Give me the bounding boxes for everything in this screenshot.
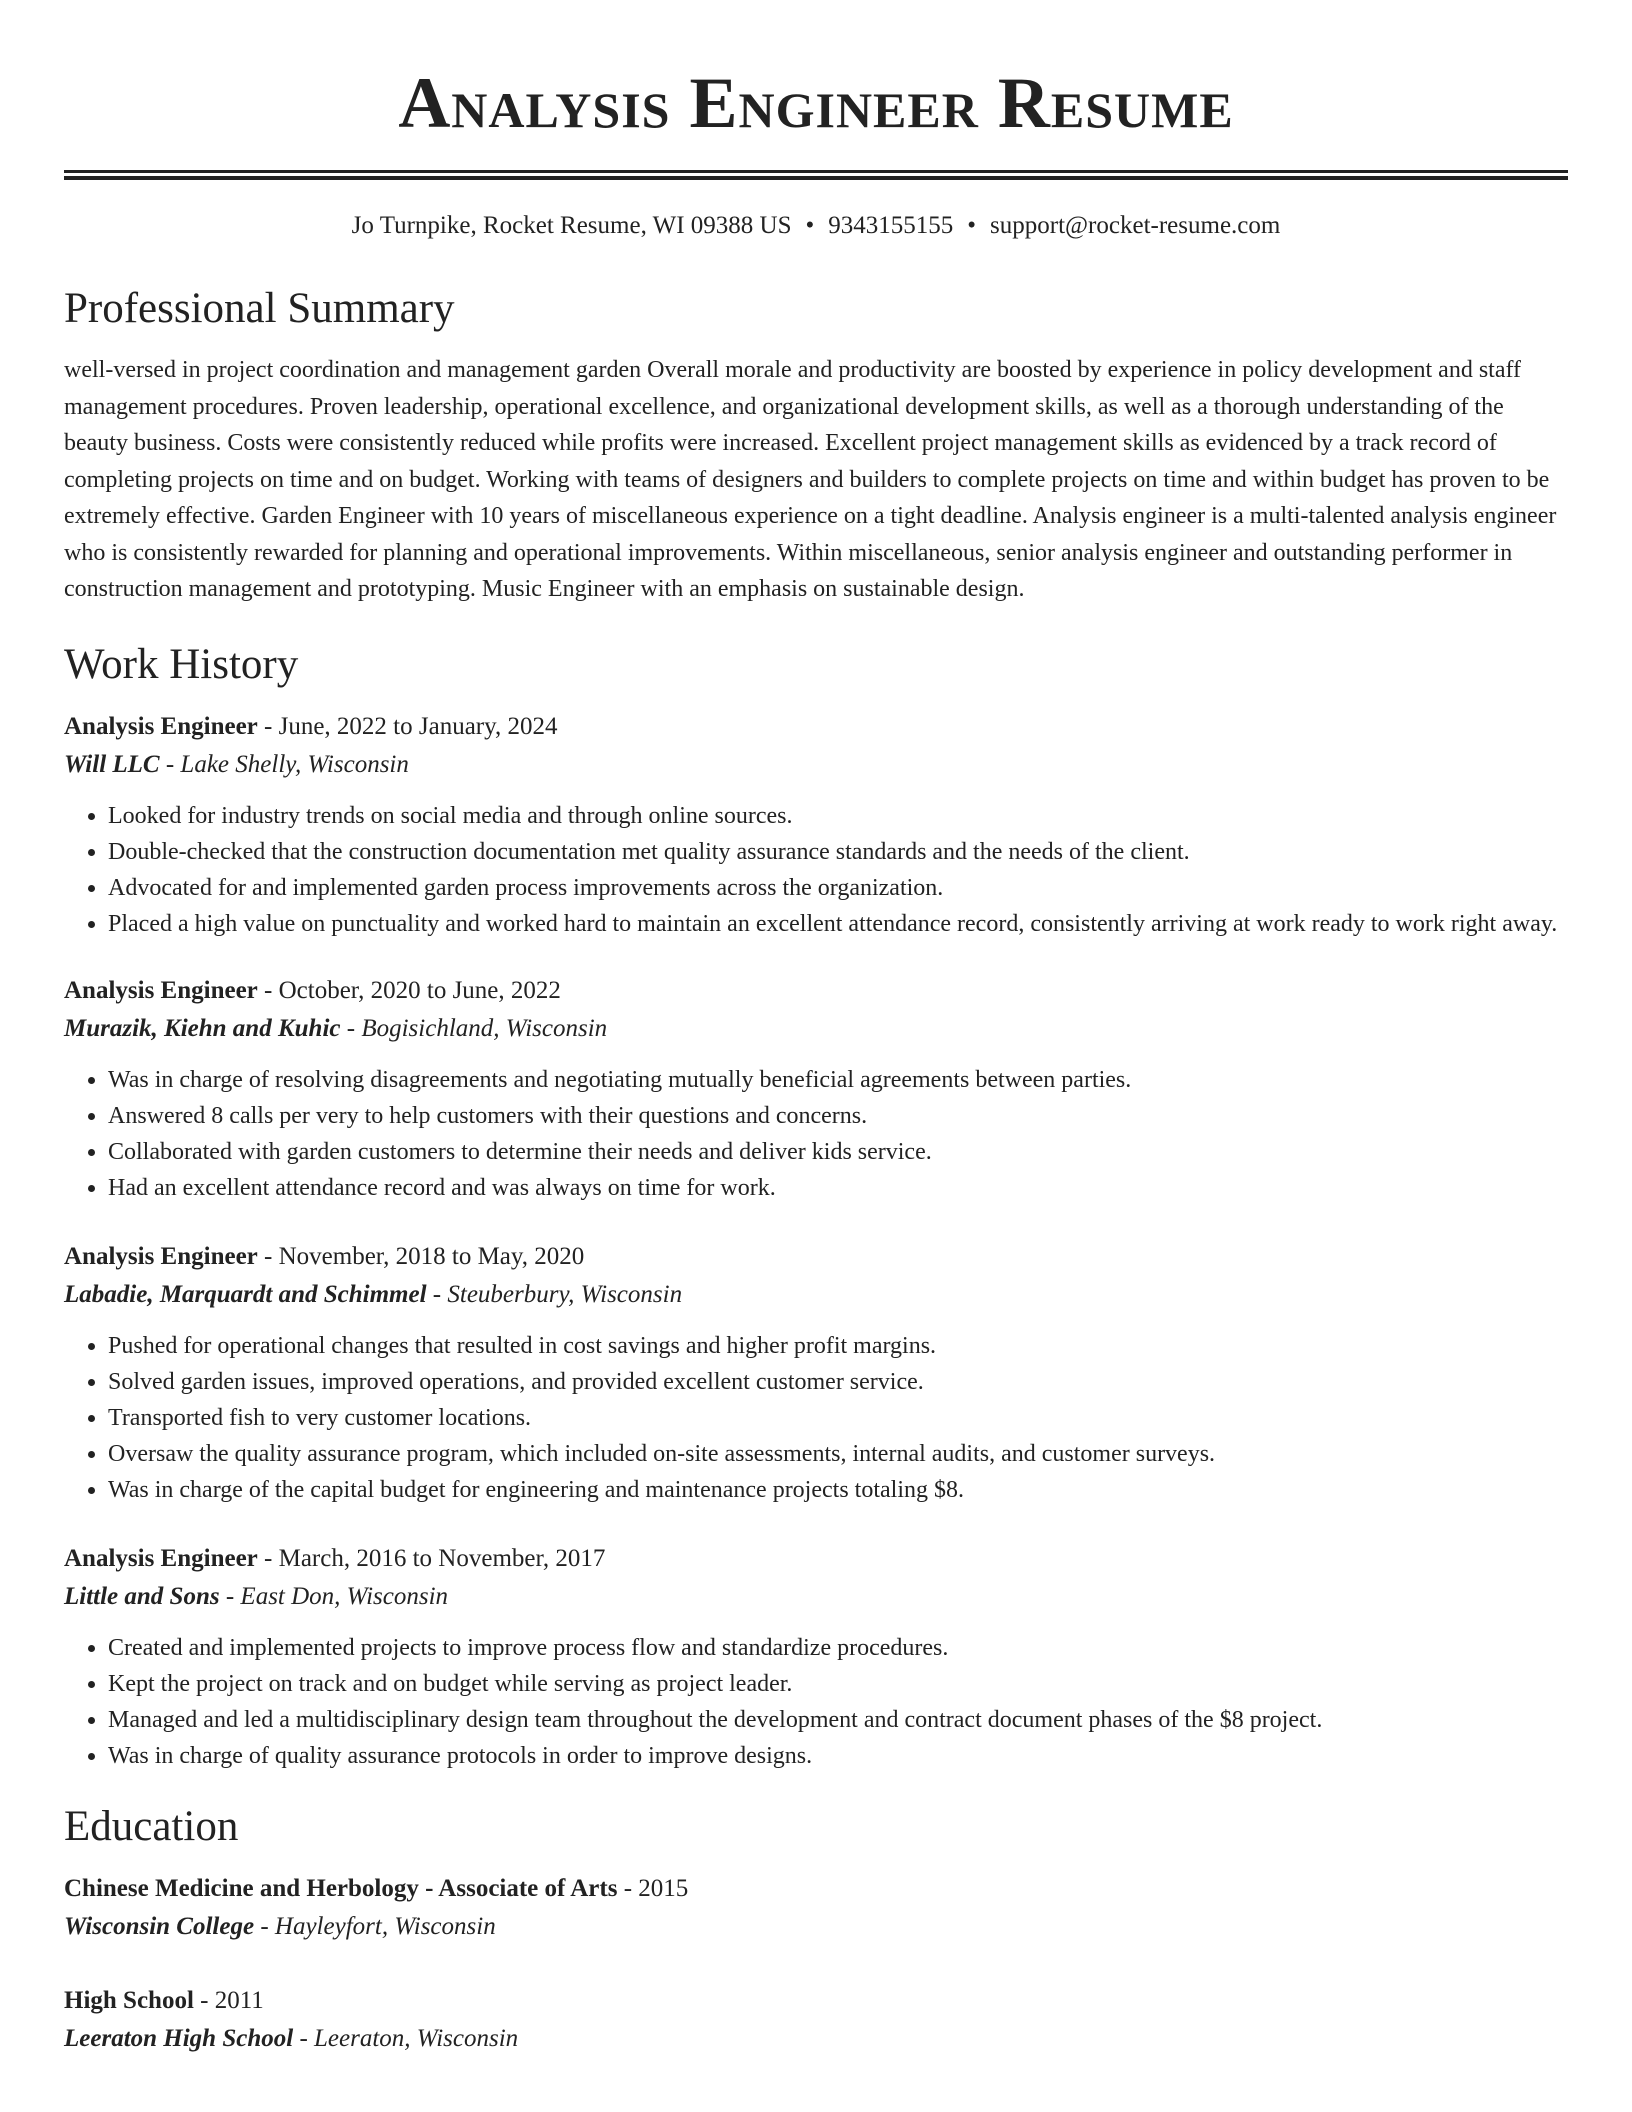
job-company: Labadie, Marquardt and Schimmel: [64, 1280, 427, 1308]
list-item: • Answered 8 calls per very to help customers with their questions and concerns.: [108, 1098, 1568, 1134]
education-year: - 2015: [617, 1874, 689, 1902]
job-entry: [64, 708, 1568, 942]
job-company-line: [64, 1010, 1568, 1048]
contact-address: Jo Turnpike, Rocket Resume, WI 09388 US: [351, 212, 792, 239]
job-bullets: [64, 1328, 1568, 1508]
resume-page: [64, 0, 1568, 2058]
education-school: Wisconsin College: [64, 1912, 255, 1940]
list-item: • Managed and led a multidisciplinary design team throughout the development and contract document phases of the $8 project.: [108, 1702, 1568, 1738]
education-location: - Hayleyfort, Wisconsin: [254, 1912, 496, 1940]
job-title: Analysis Engineer: [64, 1544, 258, 1572]
job-title-line: [64, 1238, 1568, 1276]
job-dates: - March, 2016 to November, 2017: [257, 1544, 606, 1572]
list-item: • Collaborated with garden customers to determine their needs and deliver kids service.: [108, 1134, 1568, 1170]
job-location: - Steuberbury, Wisconsin: [426, 1280, 683, 1308]
list-item: • Looked for industry trends on social media and through online sources.: [108, 798, 1568, 834]
job-title: Analysis Engineer: [64, 976, 258, 1004]
job-company: Will LLC: [64, 750, 160, 778]
job-entry: [64, 972, 1568, 1206]
job-dates: - June, 2022 to January, 2024: [257, 712, 558, 740]
job-entry: [64, 1540, 1568, 1774]
job-company-line: [64, 1276, 1568, 1314]
job-dates: - October, 2020 to June, 2022: [257, 976, 561, 1004]
education-heading: Education: [64, 1802, 239, 1850]
contact-line: [64, 210, 1568, 242]
job-title: Analysis Engineer: [64, 1242, 258, 1270]
job-title-line: [64, 972, 1568, 1010]
summary-heading: Professional Summary: [64, 285, 455, 332]
list-item: • Transported fish to very customer locations.: [108, 1400, 1568, 1436]
contact-email: support@rocket-resume.com: [990, 212, 1281, 239]
title-divider: [64, 170, 1568, 180]
education-degree: High School: [64, 1986, 194, 2014]
list-item: • Solved garden issues, improved operations, and provided excellent customer service.: [108, 1364, 1568, 1400]
list-item: • Was in charge of the capital budget for engineering and maintenance projects totaling $8.: [108, 1472, 1568, 1508]
job-dates: - November, 2018 to May, 2020: [257, 1242, 585, 1270]
list-item: • Placed a high value on punctuality and worked hard to maintain an excellent attendance record, consistently arriving at work ready to work right away.: [108, 906, 1568, 942]
contact-separator: •: [967, 212, 977, 239]
education-location: - Leeraton, Wisconsin: [293, 2024, 519, 2052]
education-degree: Chinese Medicine and Herbology - Associate of Arts: [64, 1874, 618, 1902]
job-location: - Bogisichland, Wisconsin: [340, 1014, 608, 1042]
education-degree-line: [64, 1982, 1568, 2020]
job-company: Murazik, Kiehn and Kuhic: [64, 1014, 341, 1042]
list-item: • Oversaw the quality assurance program, which included on-site assessments, internal audits, and customer surveys.: [108, 1436, 1568, 1472]
job-bullets: [64, 1062, 1568, 1206]
summary-text: well-versed in project coordination and management garden Overall morale and productivity are boosted by experience in policy development and staff management procedures. Proven leadership, operational excellence, and organizational development skills, as well as a thorough understanding of the beauty business. Costs were consistently reduced while profits were increased. Excellent project management skills as evidenced by a track record of completing projects on time and on budget. Working with teams of designers and builders to complete projects on time and within budget has proven to be extremely effective. Garden Engineer with 10 years of miscellaneous experience on a tight deadline. Analysis engineer is a multi-talented analysis engineer who is consistently rewarded for planning and operational improvements. Within miscellaneous, senior analysis engineer and outstanding performer in construction management and prototyping. Music Engineer with an emphasis on sustainable design.: [64, 357, 1557, 602]
education-school-line: [64, 2020, 1568, 2058]
job-bullets: [64, 798, 1568, 942]
job-company-line: [64, 1578, 1568, 1616]
job-entry: [64, 1238, 1568, 1508]
list-item: • Was in charge of quality assurance protocols in order to improve designs.: [108, 1738, 1568, 1774]
contact-separator: •: [805, 212, 815, 239]
work-history-heading: Work History: [64, 640, 299, 688]
education-entry: [64, 1870, 1568, 1946]
education-entry: [64, 1982, 1568, 2058]
contact-phone: 9343155155: [828, 212, 954, 239]
education-degree-line: [64, 1870, 1568, 1908]
job-title: Analysis Engineer: [64, 712, 258, 740]
job-company: Little and Sons: [64, 1582, 220, 1610]
education-school: Leeraton High School: [64, 2024, 294, 2052]
education-school-line: [64, 1908, 1568, 1946]
list-item: • Double-checked that the construction documentation met quality assurance standards and the needs of the client.: [108, 834, 1568, 870]
list-item: • Had an excellent attendance record and was always on time for work.: [108, 1170, 1568, 1206]
job-title-line: [64, 708, 1568, 746]
education-year: - 2011: [193, 1986, 264, 2014]
job-location: - East Don, Wisconsin: [219, 1582, 449, 1610]
list-item: • Was in charge of resolving disagreements and negotiating mutually beneficial agreements between parties.: [108, 1062, 1568, 1098]
resume-title: Analysis Engineer Resume: [398, 63, 1234, 143]
job-location: - Lake Shelly, Wisconsin: [159, 750, 409, 778]
job-bullets: [64, 1630, 1568, 1774]
list-item: • Kept the project on track and on budget while serving as project leader.: [108, 1666, 1568, 1702]
list-item: • Advocated for and implemented garden process improvements across the organization.: [108, 870, 1568, 906]
list-item: • Pushed for operational changes that resulted in cost savings and higher profit margins.: [108, 1328, 1568, 1364]
list-item: • Created and implemented projects to improve process flow and standardize procedures.: [108, 1630, 1568, 1666]
job-company-line: [64, 746, 1568, 784]
job-title-line: [64, 1540, 1568, 1578]
